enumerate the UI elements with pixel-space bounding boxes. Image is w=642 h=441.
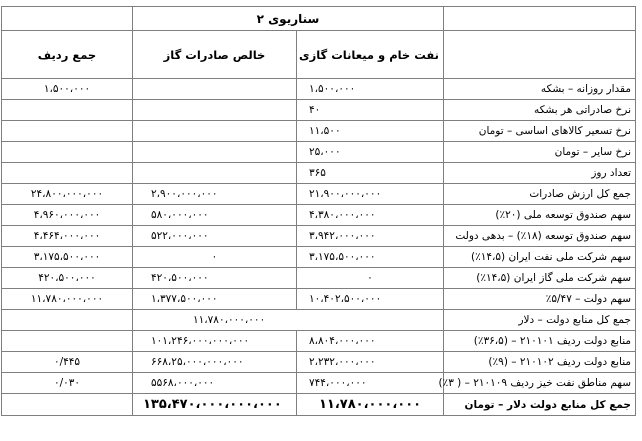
header-label-cell	[444, 31, 636, 79]
gas-value: ۴۲۰،۵۰۰،۰۰۰	[133, 268, 297, 289]
gas-value: ۶۶۸،۲۵،۰۰۰،۰۰۰،۰۰۰	[133, 352, 297, 373]
header-gas: خالص صادرات گاز	[133, 31, 297, 79]
oil-value: ۱۰،۴۰۲،۵۰۰،۰۰۰	[297, 289, 444, 310]
oil-value: ۷۴۴،۰۰۰،۰۰۰	[297, 373, 444, 394]
sum-value: ۴،۴۶۴،۰۰۰،۰۰۰	[2, 226, 133, 247]
table-row	[2, 352, 636, 373]
sum-value: ۱،۵۰۰،۰۰۰	[2, 79, 133, 100]
gas-value	[133, 100, 297, 121]
row-label: منابع دولت ردیف ۲۱۰۱۰۱ – (۳۶،۵٪)	[444, 331, 636, 352]
gas-value	[133, 163, 297, 184]
header-sum: جمع ردیف	[2, 31, 133, 79]
table-row	[2, 247, 636, 268]
gas-value	[133, 121, 297, 142]
oil-value: ۰	[297, 268, 444, 289]
row-label: نرخ سایر – تومان	[444, 142, 636, 163]
sum-value: ۲۴،۸۰۰،۰۰۰،۰۰۰	[2, 184, 133, 205]
header-row	[2, 31, 636, 79]
sum-value	[2, 100, 133, 121]
table-row	[2, 226, 636, 247]
sum-value	[2, 331, 133, 352]
table-row	[2, 268, 636, 289]
gas-value: ۱۰۱،۲۴۶،۰۰۰،۰۰۰،۰۰۰	[133, 331, 297, 352]
sum-value	[2, 310, 133, 331]
row-label: تعداد روز	[444, 163, 636, 184]
row-label: سهم صندوق توسعه (۱۸٪) – بدهی دولت	[444, 226, 636, 247]
gas-value: ۵۵۶۸،۰۰۰،۰۰۰	[133, 373, 297, 394]
row-label: سهم شرکت ملی گاز ایران (۱۴،۵٪)	[444, 268, 636, 289]
row-label: سهم صندوق توسعه ملی (۲۰٪)	[444, 205, 636, 226]
table-row	[2, 373, 636, 394]
table-row	[2, 121, 636, 142]
gas-value: ۱۳۵،۴۷۰،۰۰۰،۰۰۰،۰۰۰	[133, 394, 297, 416]
title-label-cell	[444, 7, 636, 31]
oil-value: ۱۱،۷۸۰،۰۰۰،۰۰۰	[297, 394, 444, 416]
oil-value: ۲۱،۹۰۰،۰۰۰،۰۰۰	[297, 184, 444, 205]
table-row	[2, 205, 636, 226]
table-row-final-total	[2, 394, 636, 416]
row-label: نرخ تسعیر کالاهای اساسی – تومان	[444, 121, 636, 142]
sum-value	[2, 121, 133, 142]
sum-value	[2, 163, 133, 184]
table-row	[2, 100, 636, 121]
gas-value	[133, 142, 297, 163]
table-row	[2, 184, 636, 205]
oil-value: ۳۶۵	[297, 163, 444, 184]
scenario-title: سناریوی ۲	[133, 7, 444, 31]
title-sum-cell	[2, 7, 133, 31]
government-total-dollar-value: ۱۱،۷۸۰،۰۰۰،۰۰۰	[133, 310, 444, 331]
sum-value: ۱۱،۷۸۰،۰۰۰،۰۰۰	[2, 289, 133, 310]
row-label: جمع کل ارزش صادرات	[444, 184, 636, 205]
sum-value	[2, 142, 133, 163]
oil-value: ۲،۲۳۲،۰۰۰،۰۰۰	[297, 352, 444, 373]
oil-value: ۴،۳۸۰،۰۰۰،۰۰۰	[297, 205, 444, 226]
table-row	[2, 289, 636, 310]
oil-value: ۲۵،۰۰۰	[297, 142, 444, 163]
table-row	[2, 142, 636, 163]
row-label: سهم دولت – ۵/۴۷٪	[444, 289, 636, 310]
table-row-government-total-dollar	[2, 310, 636, 331]
sum-value: ۳،۱۷۵،۵۰۰،۰۰۰	[2, 247, 133, 268]
table-row	[2, 331, 636, 352]
gas-value: ۵۲۲،۰۰۰،۰۰۰	[133, 226, 297, 247]
oil-value: ۳،۹۴۲،۰۰۰،۰۰۰	[297, 226, 444, 247]
sum-value: ۰/۰۳۰	[2, 373, 133, 394]
gas-value: ۰	[133, 247, 297, 268]
sum-value	[2, 394, 133, 416]
oil-value: ۱۱،۵۰۰	[297, 121, 444, 142]
sum-value: ۴،۹۶۰،۰۰۰،۰۰۰	[2, 205, 133, 226]
gas-value	[133, 79, 297, 100]
oil-value: ۱،۵۰۰،۰۰۰	[297, 79, 444, 100]
table-row	[2, 79, 636, 100]
header-oil: نفت خام و میعانات گازی	[297, 31, 444, 79]
row-label: منابع دولت ردیف ۲۱۰۱۰۲ – (۹٪)	[444, 352, 636, 373]
row-label: جمع کل منابع دولت – دلار	[444, 310, 636, 331]
row-label: جمع کل منابع دولت دلار – تومان	[444, 394, 636, 416]
sum-value: ۰/۴۴۵	[2, 352, 133, 373]
row-label: مقدار روزانه – بشکه	[444, 79, 636, 100]
scenario-table	[1, 6, 636, 416]
row-label: سهم شرکت ملی نفت ایران (۱۴،۵٪)	[444, 247, 636, 268]
row-label: نرخ صادراتی هر بشکه	[444, 100, 636, 121]
sum-value: ۴۲۰،۵۰۰،۰۰۰	[2, 268, 133, 289]
oil-value: ۸،۸۰۴،۰۰۰،۰۰۰	[297, 331, 444, 352]
gas-value: ۲،۹۰۰،۰۰۰،۰۰۰	[133, 184, 297, 205]
row-label: سهم مناطق نفت خیز ردیف ۲۱۰۱۰۹ – ( ۳٪)	[444, 373, 636, 394]
oil-value: ۴۰	[297, 100, 444, 121]
oil-value: ۳،۱۷۵،۵۰۰،۰۰۰	[297, 247, 444, 268]
table-row	[2, 163, 636, 184]
gas-value: ۵۸۰،۰۰۰،۰۰۰	[133, 205, 297, 226]
title-row	[2, 7, 636, 31]
gas-value: ۱،۳۷۷،۵۰۰،۰۰۰	[133, 289, 297, 310]
